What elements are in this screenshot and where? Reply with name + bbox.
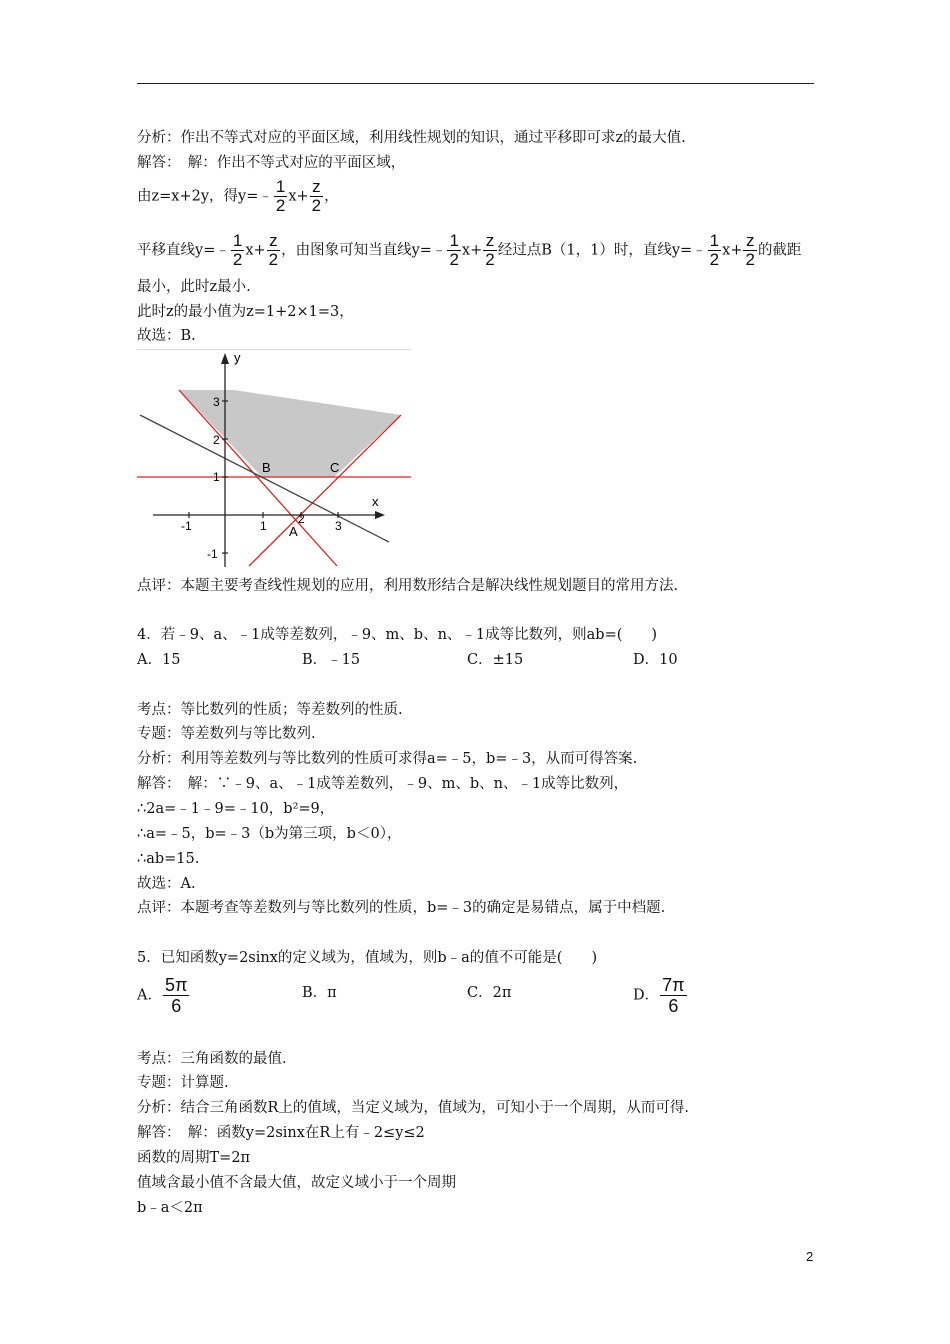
step-line: b﹣a＜2π — [137, 1200, 203, 1216]
step-line: ∴ab=15. — [137, 851, 200, 867]
fraction-half: $\frac{1}{2}$ — [449, 231, 459, 269]
x-tick-label: 3 — [335, 519, 342, 533]
answer-line: 解答： 解：∵﹣9、a、﹣1成等差数列，﹣9、m、b、n、﹣1成等比数列， — [137, 776, 629, 792]
page-number: 2 — [806, 1249, 814, 1264]
answer-line: 解答： 解：函数y=2sinx在R上有﹣2≤y≤2 — [137, 1125, 425, 1141]
choice-line: 故选：A. — [137, 876, 196, 892]
fraction-z-half: $\frac{z}{2}$ — [311, 177, 322, 215]
option-d: D． $\frac{7\pi}{6}$ — [633, 975, 685, 1016]
option-d: D．10 — [633, 652, 678, 668]
comment-line: 点评：本题主要考查线性规划的应用，利用数形结合是解决线性规划题目的常用方法. — [137, 578, 679, 594]
analysis-line: 分析：作出不等式对应的平面区域，利用线性规划的知识，通过平移即可求z的最大值. — [137, 130, 686, 146]
fraction-z-half: $\frac{z}{2}$ — [268, 231, 279, 269]
x-axis-label: x — [372, 494, 379, 509]
y-tick-label: 1 — [213, 470, 220, 484]
fraction-half: $\frac{1}{2}$ — [709, 231, 720, 269]
point-label-b: B — [262, 460, 271, 475]
option-b: B．﹣15 — [302, 652, 361, 668]
x-tick-label: 2 — [298, 512, 305, 526]
step-line: 函数的周期T=2π — [137, 1150, 251, 1166]
option-a: A． $\frac{5\pi}{6}$ — [137, 975, 188, 1016]
option-c: C．2π — [467, 985, 512, 1001]
point-label-c: C — [330, 460, 340, 475]
fraction-z-half: $\frac{z}{2}$ — [485, 231, 495, 269]
question-4: 4．若﹣9、a、﹣1成等差数列，﹣9、m、b、n、﹣1成等比数列，则ab=( ) — [137, 627, 658, 643]
answer-heading: 解答： 解：作出不等式对应的平面区域， — [137, 155, 406, 171]
analysis-line: 分析：结合三角函数R上的值域，当定义域为，值域为，可知小于一个周期，从而可得. — [137, 1100, 690, 1116]
option-a: A．15 — [137, 652, 181, 668]
analysis-line: 分析：利用等差数列与等比数列的性质可求得a=﹣5，b=﹣3，从而可得答案. — [137, 751, 638, 767]
equation-line: 由z=x+2y，得y=﹣ $\frac{1}{2}$ x+ $\frac{z}{2}$ ， — [137, 177, 339, 215]
option-c: C．±15 — [467, 652, 524, 668]
step-line: ∴a=﹣5，b=﹣3（b为第三项，b＜0）， — [137, 826, 402, 842]
option-b: B．π — [302, 985, 337, 1001]
feasible-region-graph — [137, 349, 411, 573]
min-value-line: 此时z的最小值为z=1+2×1=3， — [137, 304, 354, 320]
y-tick-label: 3 — [213, 395, 220, 409]
step-line: ∴2a=﹣1﹣9=﹣10，b²=9， — [137, 801, 335, 817]
zhuanti-line: 专题：等差数列与等比数列. — [137, 726, 316, 742]
zhuanti-line: 专题：计算题. — [137, 1075, 229, 1091]
y-tick-label: -1 — [207, 547, 218, 561]
translate-line: 平移直线y=﹣ $\frac{1}{2}$ x+ $\frac{z}{2}$ ，由图象可知当直线y=﹣ $\frac{1}{2}$ x+ $\frac{z}{2}$ 经过点B（1，1）时，直线y=﹣ $\frac{1}{2}$ x+ $\frac{z}{2}$ 的截距 — [137, 231, 802, 269]
comment-line: 点评：本题考查等差数列与等比数列的性质，b=﹣3的确定是易错点，属于中档题. — [137, 900, 666, 916]
fraction-z-half: $\frac{z}{2}$ — [745, 231, 755, 269]
fraction-half: $\frac{1}{2}$ — [232, 231, 243, 269]
kaodian-line: 考点：等比数列的性质；等差数列的性质. — [137, 702, 403, 718]
fraction-half: $\frac{1}{2}$ — [275, 177, 286, 215]
conclusion-line: 最小，此时z最小. — [137, 279, 251, 295]
x-tick-label: 1 — [260, 519, 267, 533]
choice-line: 故选：B. — [137, 328, 196, 344]
y-tick-label: 2 — [213, 433, 220, 447]
y-axis-arrow — [221, 353, 229, 364]
header-rule — [137, 83, 814, 84]
kaodian-line: 考点：三角函数的最值. — [137, 1051, 287, 1067]
step-line: 值域含最小值不含最大值，故定义域小于一个周期 — [137, 1175, 456, 1191]
y-axis-label: y — [234, 350, 241, 365]
x-axis-arrow — [375, 511, 385, 519]
question-5: 5．已知函数y=2sinx的定义域为，值域为，则b﹣a的值不可能是( ) — [137, 950, 598, 966]
x-tick-label: -1 — [181, 519, 192, 533]
point-label-a: A — [289, 524, 298, 539]
